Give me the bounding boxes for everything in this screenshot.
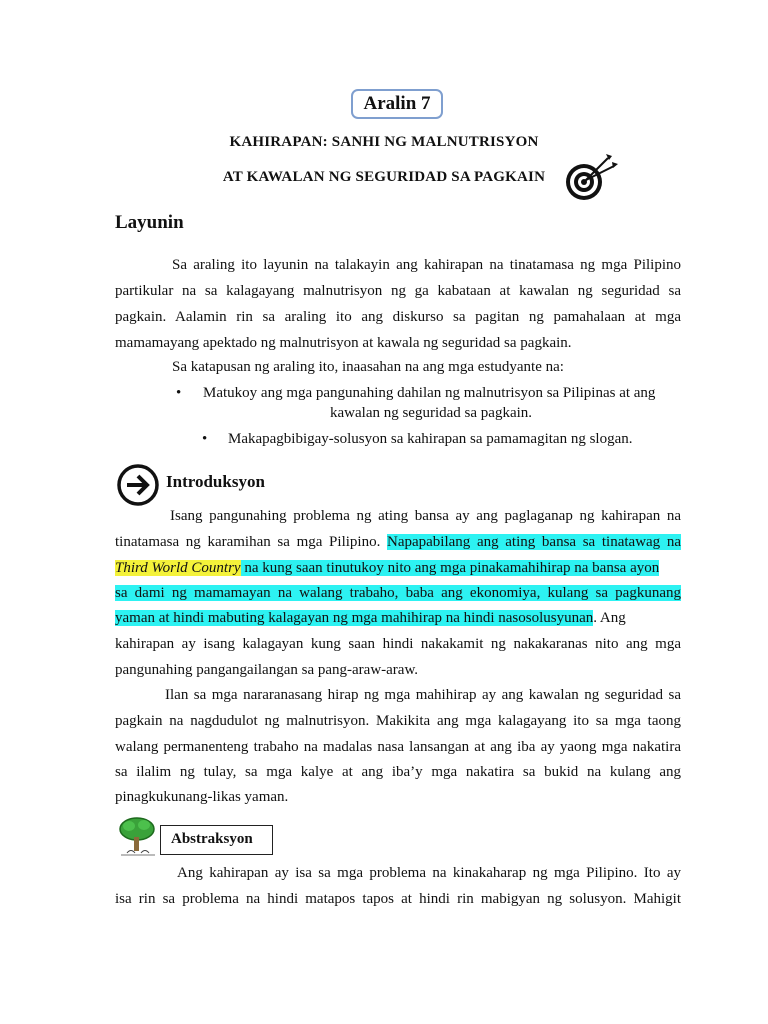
layunin-text-line1: Sa araling ito layunin na talakayin ang kahirapan na tinatamasa ng mga Pilipino: [172, 257, 681, 273]
layunin-heading: Layunin: [115, 212, 184, 233]
intro-p2-line5: pinagkukunang-likas yaman.: [115, 789, 289, 805]
intro-p2-line4: sa ilalim ng tulay, sa mga kalye at ang iba’y mga nakatira sa bukid na kulang ang: [115, 764, 681, 780]
abstraksyon-heading: Abstraksyon: [160, 825, 273, 855]
lesson-label: Aralin 7: [351, 89, 443, 119]
intro-text-line5b: . Ang: [593, 610, 626, 626]
intro-text-line2a: tinatamasa ng karamihan sa mga Pilipino.: [115, 534, 387, 550]
third-world-country-highlight: Third World Country: [115, 560, 241, 576]
intro-highlight-line2: Napapabilang ang ating bansa sa tinatawag na: [386, 534, 682, 550]
bullet-marker: •: [202, 431, 208, 447]
objective-1-line1: Matukoy ang mga pangunahing dahilan ng malnutrisyon sa Pilipinas at ang: [203, 385, 656, 401]
abstraksyon-text-line2: isa rin sa problema na hindi matapos tapos at hindi rin mabigyan ng solusyon. Mahigit: [115, 891, 681, 907]
intro-p2-line1: Ilan sa mga nararanasang hirap ng mga mahihirap ay ang kawalan ng seguridad sa: [165, 687, 681, 703]
introduksyon-heading: Introduksyon: [166, 472, 265, 491]
bullet-marker: •: [176, 385, 182, 401]
intro-highlight-line5: yaman at hindi mabuting kalagayan ng mga mahihirap na hindi nasosolusyunan: [115, 610, 594, 626]
layunin-text-line3: pagkain. Aalamin rin sa araling ito ang diskurso sa pagitan ng pamahalaan at mga: [115, 309, 681, 325]
abstraksyon-text-line1: Ang kahirapan ay isa sa mga problema na kinakaharap ng mga Pilipino. Ito ay: [177, 865, 681, 881]
intro-highlight-line4: sa dami ng mamamayan na walang trabaho, baba ang ekonomiya, kulang sa pagkunang: [115, 585, 681, 601]
layunin-text-line2: partikular na sa kalagayang malnutrisyon ng ga kabataan at kawalan ng seguridad sa: [115, 283, 681, 299]
lesson-title-line2: AT KAWALAN NG SEGURIDAD SA PAGKAIN: [222, 169, 546, 185]
intro-p2-line3: walang permanenteng trabaho na madalas nasa lansangan at ang iba ay yaong mga nakatira: [115, 739, 681, 755]
objective-2: Makapagbibigay-solusyon sa kahirapan sa pamamagitan ng slogan.: [228, 431, 633, 447]
intro-text-line6: kahirapan ay isang kalagayan kung saan hindi nakakamit ng nakakaranas nito ang mga: [115, 636, 681, 652]
tree-icon: [117, 815, 159, 866]
intro-text-line7: pangunahing pangangailangan sa pang-araw-araw.: [115, 662, 419, 678]
layunin-text-line4: mamamayang apektado ng malnutrisyon at kawala ng seguridad sa pagkain.: [115, 335, 572, 351]
intro-highlight-line3: na kung saan tinutukoy nito ang mga pinakamahihirap na bansa ayon: [240, 560, 660, 576]
layunin-objectives-intro: Sa katapusan ng araling ito, inaasahan na ang mga estudyante na:: [172, 359, 564, 375]
intro-p2-line2: pagkain na nagdudulot ng malnutrisyon. Makikita ang mga kalagayang ito sa mga taong: [115, 713, 681, 729]
objective-1-line2: kawalan ng seguridad sa pagkain.: [330, 405, 533, 421]
target-icon: [562, 150, 620, 207]
lesson-title-line1: KAHIRAPAN: SANHI NG MALNUTRISYON: [229, 134, 539, 150]
intro-text-line1: Isang pangunahing problema ng ating bansa ay ang paglaganap ng kahirapan na: [170, 508, 681, 524]
